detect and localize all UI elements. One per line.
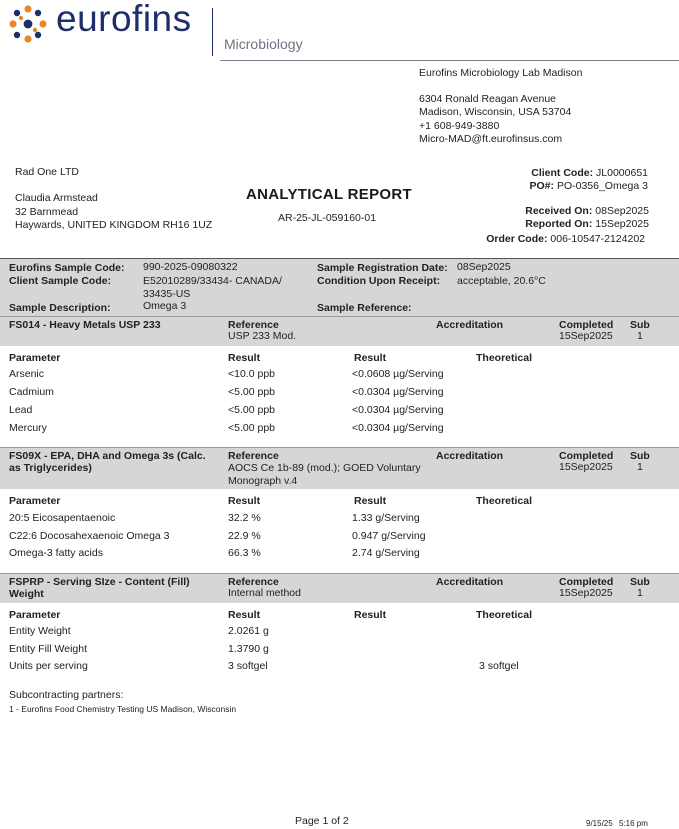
sub-label: Sub bbox=[630, 450, 650, 462]
condition-label: Condition Upon Receipt: bbox=[317, 275, 441, 287]
po-value: PO-0356_Omega 3 bbox=[556, 180, 648, 192]
sub-label: Sub bbox=[630, 576, 650, 588]
result-per-serving-cell: 1.33 g/Serving bbox=[352, 512, 420, 524]
accreditation-label: Accreditation bbox=[436, 576, 504, 588]
client-code-value: JL0000651 bbox=[596, 167, 648, 179]
theoretical-header: Theoretical bbox=[476, 495, 533, 507]
parameter-cell: C22:6 Docosahexaenoic Omega 3 bbox=[9, 530, 170, 542]
subcontracting-title: Subcontracting partners: bbox=[9, 689, 124, 701]
eurofins-logo-dots-icon bbox=[8, 4, 48, 44]
received-on bbox=[525, 205, 649, 217]
reported-on bbox=[525, 218, 649, 230]
completed-label: Completed bbox=[559, 450, 614, 462]
result-header: Result bbox=[228, 609, 261, 621]
sub-label: Sub bbox=[630, 319, 650, 331]
theoretical-header: Theoretical bbox=[476, 609, 533, 621]
client-city: Haywards, UNITED KINGDOM RH16 1UZ bbox=[15, 219, 213, 231]
theoretical-cell: 3 softgel bbox=[479, 660, 519, 672]
result-cell: <10.0 ppb bbox=[228, 368, 276, 380]
reported-label: Reported On: bbox=[525, 218, 593, 230]
order-code bbox=[486, 233, 645, 245]
reference-value: Internal method bbox=[228, 587, 301, 599]
sample-description-value: Omega 3 bbox=[143, 300, 187, 312]
result-cell: 2.0261 g bbox=[228, 625, 269, 637]
print-time: 5:16 pm bbox=[619, 819, 648, 828]
registration-date-value: 08Sep2025 bbox=[457, 261, 511, 273]
report-number: AR-25-JL-059160-01 bbox=[278, 212, 377, 224]
result-cell: <5.00 ppb bbox=[228, 404, 276, 416]
section-title-2: as Triglycerides) bbox=[9, 462, 92, 474]
parameter-header: Parameter bbox=[9, 609, 61, 621]
sample-reference-label: Sample Reference: bbox=[317, 302, 412, 314]
reported-value: 15Sep2025 bbox=[595, 218, 649, 230]
completed-value: 15Sep2025 bbox=[559, 461, 613, 473]
client-sample-code-value-2: 33435-US bbox=[143, 288, 191, 300]
section-title-2: Weight bbox=[9, 588, 44, 600]
eurofins-logo-wordmark: eurofins bbox=[56, 0, 192, 39]
result-header-2: Result bbox=[354, 495, 387, 507]
reference-value: AOCS Ce 1b-89 (mod.); GOED Voluntary bbox=[228, 462, 421, 474]
parameter-cell: Units per serving bbox=[9, 660, 88, 672]
received-value: 08Sep2025 bbox=[595, 205, 649, 217]
result-header: Result bbox=[228, 495, 261, 507]
client-company: Rad One LTD bbox=[15, 166, 79, 178]
reference-label: Reference bbox=[228, 450, 279, 462]
sub-value: 1 bbox=[637, 587, 643, 599]
order-label: Order Code: bbox=[486, 233, 548, 245]
parameter-cell: Lead bbox=[9, 404, 33, 416]
accreditation-label: Accreditation bbox=[436, 319, 504, 331]
section-title: FSPRP - Serving SIze - Content (Fill) bbox=[9, 576, 190, 588]
result-cell: 66.3 % bbox=[228, 547, 261, 559]
parameter-cell: Entity Fill Weight bbox=[9, 643, 87, 655]
client-sample-code-value-1: E52010289/33434- CANADA/ bbox=[143, 275, 282, 287]
section-title: FS014 - Heavy Metals USP 233 bbox=[9, 319, 161, 331]
po-number bbox=[530, 180, 649, 192]
section-title: FS09X - EPA, DHA and Omega 3s (Calc. bbox=[9, 450, 206, 462]
print-date: 9/15/25 bbox=[586, 819, 613, 828]
result-per-serving-cell: <0.0608 µg/Serving bbox=[352, 368, 444, 380]
order-value: 006-10547-2124202 bbox=[550, 233, 645, 245]
result-per-serving-cell: 2.74 g/Serving bbox=[352, 547, 420, 559]
completed-label: Completed bbox=[559, 576, 614, 588]
logo-subtitle: Microbiology bbox=[224, 36, 303, 52]
received-label: Received On: bbox=[525, 205, 593, 217]
sample-description-label: Sample Description: bbox=[9, 302, 111, 314]
parameter-cell: Arsenic bbox=[9, 368, 45, 380]
parameter-header: Parameter bbox=[9, 352, 61, 364]
client-code bbox=[531, 167, 648, 179]
client-contact: Claudia Armstead bbox=[15, 192, 98, 204]
parameter-header: Parameter bbox=[9, 495, 61, 507]
result-cell: 22.9 % bbox=[228, 530, 261, 542]
lab-name: Eurofins Microbiology Lab Madison bbox=[419, 67, 583, 79]
result-cell: 1.3790 g bbox=[228, 643, 269, 655]
sample-code-label: Eurofins Sample Code: bbox=[9, 262, 125, 274]
po-label: PO#: bbox=[529, 180, 555, 192]
lab-address bbox=[419, 67, 582, 146]
result-header-2: Result bbox=[354, 609, 387, 621]
sub-value: 1 bbox=[637, 330, 643, 342]
reference-label: Reference bbox=[228, 576, 279, 588]
page-number: Page 1 of 2 bbox=[295, 815, 349, 827]
sub-value: 1 bbox=[637, 461, 643, 473]
result-header-2: Result bbox=[354, 352, 387, 364]
result-header: Result bbox=[228, 352, 261, 364]
logo-divider bbox=[212, 8, 213, 56]
reference-value-2: Monograph v.4 bbox=[228, 475, 298, 487]
report-title: ANALYTICAL REPORT bbox=[246, 186, 412, 203]
client-code-label: Client Code: bbox=[531, 167, 594, 179]
result-cell: <5.00 ppb bbox=[228, 422, 276, 434]
lab-street: 6304 Ronald Reagan Avenue bbox=[419, 93, 557, 106]
reference-value: USP 233 Mod. bbox=[228, 330, 297, 342]
client-sample-code-label: Client Sample Code: bbox=[9, 275, 112, 287]
header-rule bbox=[220, 60, 679, 61]
parameter-cell: Omega-3 fatty acids bbox=[9, 547, 103, 559]
completed-value: 15Sep2025 bbox=[559, 587, 613, 599]
accreditation-label: Accreditation bbox=[436, 450, 504, 462]
result-cell: 3 softgel bbox=[228, 660, 268, 672]
lab-email[interactable]: Micro-MAD@ft.eurofinsus.com bbox=[419, 132, 563, 145]
result-per-serving-cell: 0.947 g/Serving bbox=[352, 530, 426, 542]
registration-date-label: Sample Registration Date: bbox=[317, 262, 448, 274]
parameter-cell: Entity Weight bbox=[9, 625, 71, 637]
sample-code-value: 990-2025-09080322 bbox=[143, 261, 238, 273]
completed-value: 15Sep2025 bbox=[559, 330, 613, 342]
result-per-serving-cell: <0.0304 µg/Serving bbox=[352, 422, 444, 434]
result-per-serving-cell: <0.0304 µg/Serving bbox=[352, 404, 444, 416]
subcontracting-partner: 1 - Eurofins Food Chemistry Testing US Madison, Wisconsin bbox=[9, 704, 237, 714]
parameter-cell: 20:5 Eicosapentaenoic bbox=[9, 512, 116, 524]
theoretical-header: Theoretical bbox=[476, 352, 533, 364]
completed-label: Completed bbox=[559, 319, 614, 331]
client-street: 32 Barnmead bbox=[15, 206, 79, 218]
reference-label: Reference bbox=[228, 319, 279, 331]
lab-phone: +1 608-949-3880 bbox=[419, 119, 500, 132]
parameter-cell: Cadmium bbox=[9, 386, 54, 398]
result-cell: <5.00 ppb bbox=[228, 386, 276, 398]
result-per-serving-cell: <0.0304 µg/Serving bbox=[352, 386, 444, 398]
lab-city: Madison, Wisconsin, USA 53704 bbox=[419, 106, 572, 119]
parameter-cell: Mercury bbox=[9, 422, 47, 434]
condition-value: acceptable, 20.6°C bbox=[457, 275, 546, 287]
result-cell: 32.2 % bbox=[228, 512, 261, 524]
